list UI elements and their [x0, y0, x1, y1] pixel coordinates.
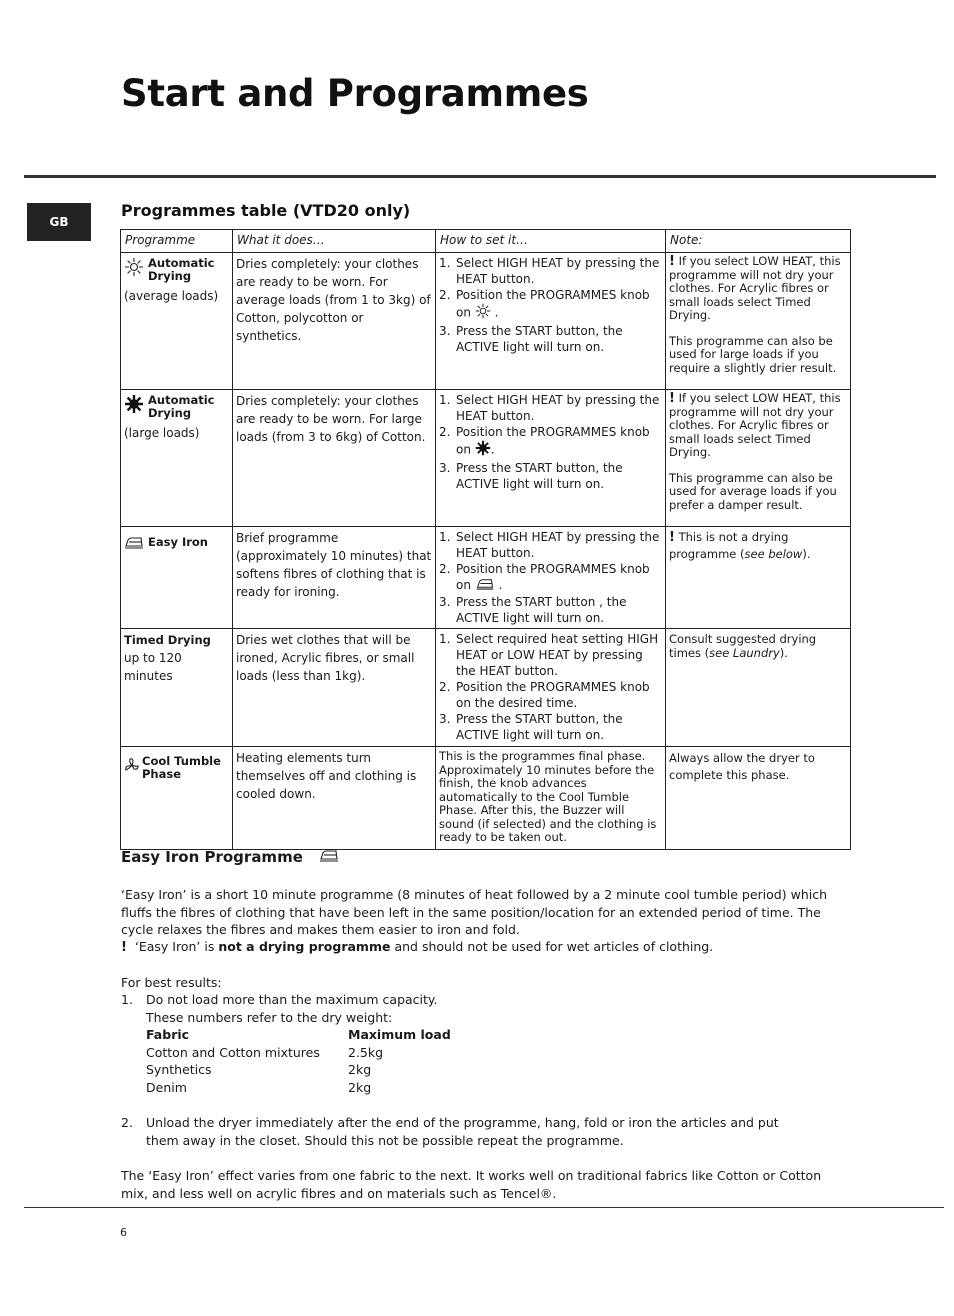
load-value: 2kg: [348, 1080, 372, 1095]
programme-name: Timed Drying: [124, 633, 211, 647]
how-cell: 1. Select HIGH HEAT by pressing the HEAT button. 2. Position the PROGRAMMES knob on . 3. Press the START button, the ACTIVE light will turn on.: [436, 390, 666, 527]
how-cell: 1. Select HIGH HEAT by pressing the HEAT button. 2. Position the PROGRAMMES knob on . 3. Press the START button, the ACTIVE light will turn on.: [436, 253, 666, 390]
step-text: Select HIGH HEAT by pressing the HEAT button.: [456, 530, 660, 560]
sun-outline-icon: [475, 303, 491, 323]
top-divider: [24, 175, 936, 178]
description-cell: Heating elements turn themselves off and clothing is cooled down.: [233, 747, 436, 850]
iron-icon: [124, 532, 144, 552]
description-cell: Dries wet clothes that will be ironed, Acrylic fibres, or small loads (less than 1kg).: [233, 629, 436, 747]
programmes-table: [120, 229, 851, 850]
iron-icon: [475, 577, 495, 594]
programme-cell: [121, 527, 233, 629]
load-value: 2kg: [348, 1062, 372, 1077]
note-italic: see below: [744, 547, 803, 561]
note-warning: If you select LOW HEAT, this programme will not dry your clothes. For Acrylic fibres or small loads select Timed Drying.: [669, 254, 841, 322]
programme-name: Automatic Drying: [148, 256, 215, 283]
note-end: ).: [779, 645, 788, 660]
warning-icon: !: [121, 940, 127, 955]
page-title: Start and Programmes: [121, 72, 589, 115]
how-cell: 1. Select HIGH HEAT by pressing the HEAT button. 2. Position the PROGRAMMES knob on . 3. Press the START button , the ACTIVE light will turn on.: [436, 527, 666, 629]
load-fabric: Cotton and Cotton mixtures: [146, 1045, 320, 1060]
note-extra: This programme can also be used for average loads if you prefer a damper result.: [669, 470, 837, 512]
description-cell: Brief programme (approximately 10 minutes) that softens fibres of clothing that is ready for ironing.: [233, 527, 436, 629]
header-programme: Programme: [121, 230, 233, 253]
list-item-text: These numbers refer to the dry weight:: [146, 1010, 393, 1025]
programme-cell: [121, 747, 233, 850]
programme-name: Automatic Drying: [148, 393, 215, 420]
fan-icon: [124, 755, 140, 775]
note-cell: [666, 747, 851, 850]
table-row: [121, 253, 851, 390]
load-fabric: Synthetics: [146, 1062, 212, 1077]
best-results-label: For best results:: [121, 975, 222, 990]
load-fabric: Denim: [146, 1080, 187, 1095]
note-cell: [666, 629, 851, 747]
table-row: [121, 747, 851, 850]
sun-filled-icon: [124, 394, 144, 414]
step-text: Select required heat setting HIGH HEAT or LOW HEAT by pressing the HEAT button.: [456, 632, 659, 678]
programme-cell: [121, 253, 233, 390]
how-cell: 1. Select required heat setting HIGH HEAT or LOW HEAT by pressing the HEAT button. 2. Position the PROGRAMMES knob on the desired time. 3. Press the START button, the ACTIVE light will turn on.: [436, 629, 666, 747]
easy-iron-intro: ‘Easy Iron’ is a short 10 minute programme (8 minutes of heat followed by a 2 minute cool tumble period) which fluffs the fibres of clothing that have been left in the same position/location for an extended period of time. The cycle relaxes the fibres and makes them easier to iron and fold.: [121, 887, 828, 937]
description-cell: Dries completely: your clothes are ready to be worn. For large loads (from 3 to 6kg) of Cotton.: [233, 390, 436, 527]
how-cell: This is the programmes final phase. Approximately 10 minutes before the finish, the knob advances automatically to the Cool Tumble Phase. After this, the Buzzer will sound (if selected) and the clothing is ready to be taken out.: [436, 747, 666, 850]
step-text: Select HIGH HEAT by pressing the HEAT button.: [456, 393, 660, 423]
programme-sub: up to 120 minutes: [124, 651, 182, 683]
load-value: 2.5kg: [348, 1045, 384, 1060]
list-item-text: them away in the closet. Should this not be possible repeat the programme.: [146, 1133, 624, 1148]
list-item-text: Unload the dryer immediately after the end of the programme, hang, fold or iron the articles and put: [146, 1115, 779, 1130]
language-tab: GB: [27, 203, 91, 241]
description-cell: Dries completely: your clothes are ready to be worn. For average loads (from 1 to 3kg) of Cotton, polycotton or synthetics.: [233, 253, 436, 390]
page-number: 6: [120, 1226, 127, 1239]
note-text: Always allow the dryer to complete this phase.: [669, 751, 815, 782]
table-header-row: [121, 230, 851, 253]
warning-bold: not a drying programme: [218, 939, 391, 954]
table-row: [121, 629, 851, 747]
list-number: 1.: [121, 992, 133, 1007]
header-note: Note:: [666, 230, 851, 253]
iron-icon: [319, 848, 339, 866]
note-text: Consult suggested drying times (: [669, 632, 817, 660]
list-number: 2.: [121, 1115, 133, 1130]
note-italic: see Laundry: [709, 645, 780, 660]
step-text: Press the START button , the ACTIVE light will turn on.: [456, 595, 627, 625]
note-cell: [666, 390, 851, 527]
step-text: Position the PROGRAMMES knob on: [456, 288, 650, 320]
warning-icon: !: [669, 254, 675, 269]
programme-cell: [121, 629, 233, 747]
warning-icon: !: [669, 391, 675, 406]
table-row: [121, 390, 851, 527]
step-text: Position the PROGRAMMES knob on the desired time.: [456, 680, 650, 710]
warning-pre: ‘Easy Iron’ is: [134, 939, 215, 954]
step-text: Position the PROGRAMMES knob on: [456, 425, 650, 457]
header-what: What it does…: [233, 230, 436, 253]
warning-icon: !: [669, 530, 675, 545]
step-text: Press the START button, the ACTIVE light will turn on.: [456, 324, 623, 354]
bottom-divider: [24, 1207, 944, 1208]
note-end: ).: [802, 547, 811, 561]
step-text: Select HIGH HEAT by pressing the HEAT button.: [456, 256, 660, 286]
step-text: Position the PROGRAMMES knob on: [456, 562, 650, 592]
easy-iron-warning: [121, 938, 841, 957]
easy-iron-heading: [121, 848, 339, 866]
programme-name: Easy Iron: [148, 534, 208, 549]
easy-iron-heading-text: Easy Iron Programme: [121, 848, 303, 866]
programme-sub: (large loads): [124, 426, 200, 440]
sun-filled-icon: [475, 440, 491, 460]
load-header-max: Maximum load: [348, 1027, 451, 1042]
step-text: Press the START button, the ACTIVE light will turn on.: [456, 461, 623, 491]
closing-paragraph: The ‘Easy Iron’ effect varies from one fabric to the next. It works well on traditional fabrics like Cotton or Cotton mix, and less well on acrylic fibres and on materials such as Tencel®.: [121, 1168, 822, 1201]
note-warning: If you select LOW HEAT, this programme will not dry your clothes. For Acrylic fibres or small loads select Timed Drying.: [669, 391, 841, 459]
note-warning: This is not a drying programme (: [669, 530, 789, 561]
sun-outline-icon: [124, 257, 144, 277]
programme-cell: [121, 390, 233, 527]
table-row: [121, 527, 851, 629]
step-text: Press the START button, the ACTIVE light will turn on.: [456, 712, 623, 742]
programme-sub: (average loads): [124, 289, 219, 303]
load-header-fabric: Fabric: [146, 1027, 190, 1042]
section-heading: Programmes table (VTD20 only): [121, 201, 411, 220]
header-how: How to set it…: [436, 230, 666, 253]
note-cell: [666, 253, 851, 390]
note-extra: This programme can also be used for large loads if you require a slightly drier result.: [669, 333, 837, 375]
list-item-text: Do not load more than the maximum capacity.: [146, 992, 438, 1007]
note-cell: [666, 527, 851, 629]
warning-post: and should not be used for wet articles of clothing.: [394, 939, 714, 954]
programme-name: Cool Tumble Phase: [142, 754, 221, 781]
